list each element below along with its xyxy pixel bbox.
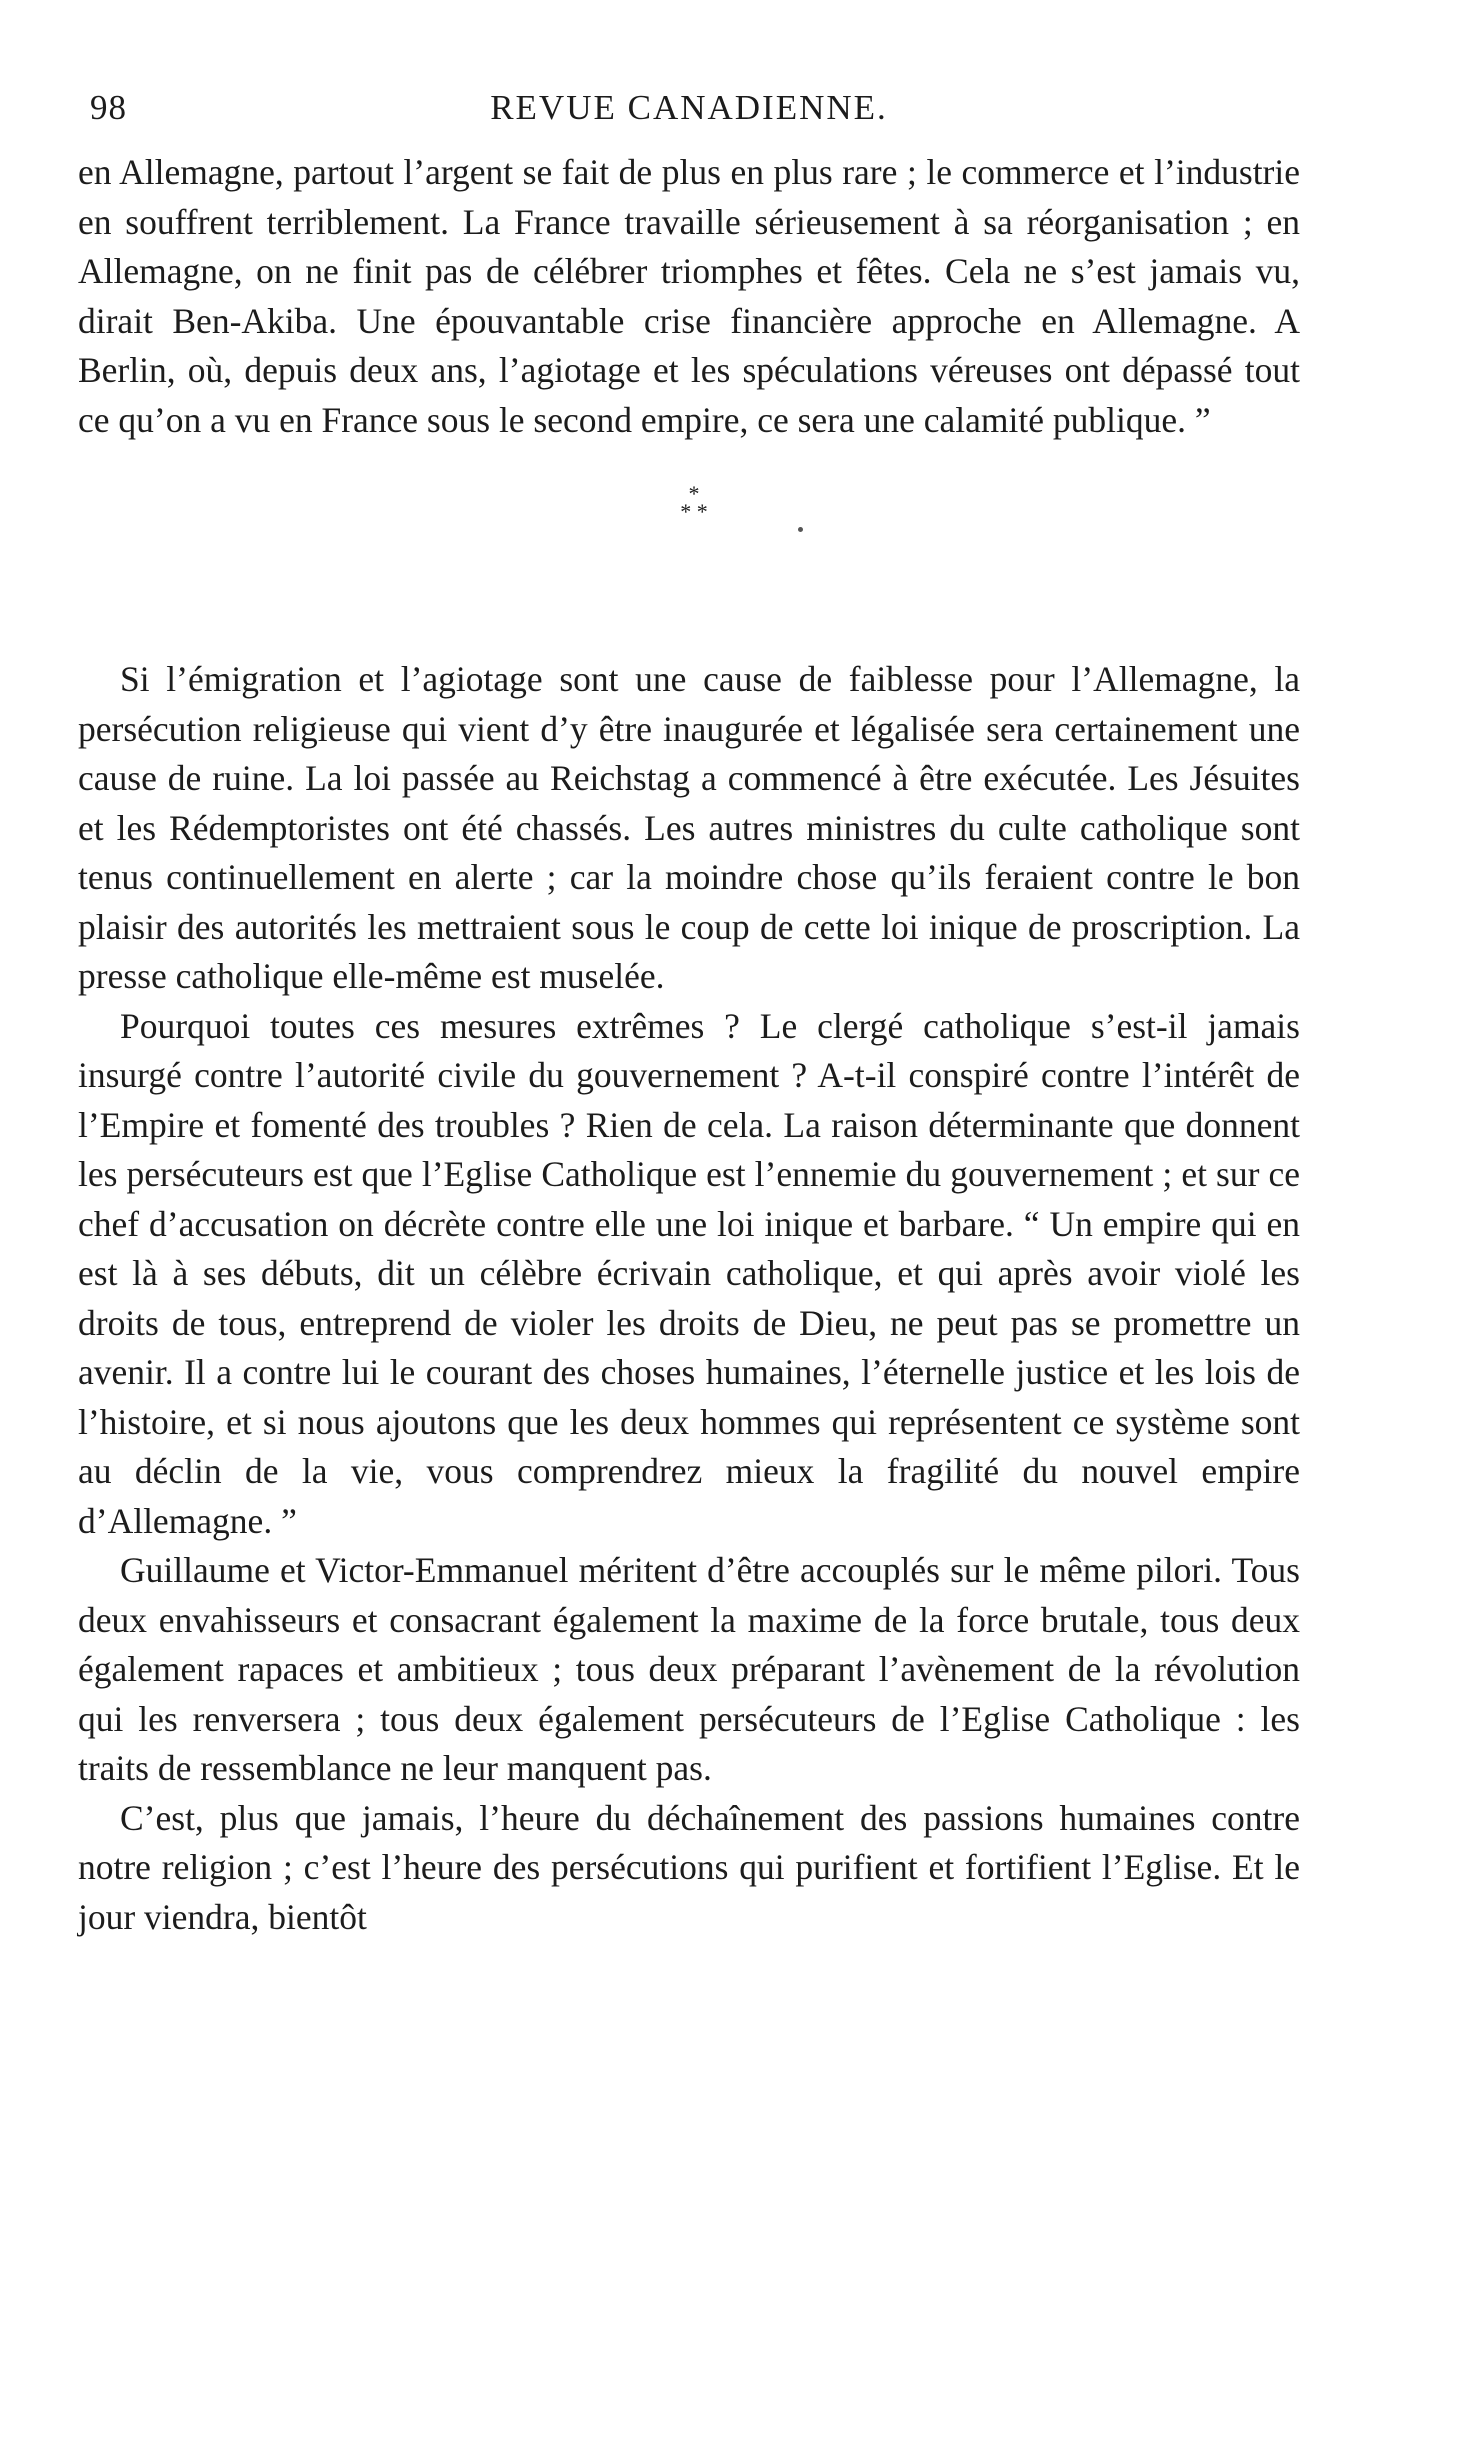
- body-text: [78, 148, 1300, 1942]
- asterism-top: *: [688, 481, 700, 506]
- paragraph-2: Si l’émigration et l’agiotage sont une cause de faiblesse pour l’Allemagne, la persécution religieuse qui vient d’y être inaugurée et légalisée sera certainement une cause de ruine. La loi passée au Reichstag a commencé à être exécutée. Les Jésuites et les Rédemptoristes ont été chassés. Les autres ministres du culte catholique sont tenus continuellement en alerte ; car la moindre chose qu’ils feraient contre le bon plaisir des autorités les mettraient sous le coup de cette loi inique de proscription. La presse catholique elle-même est muselée.: [78, 659, 1300, 996]
- page-number: 98: [90, 88, 127, 127]
- running-title: REVUE CANADIENNE.: [490, 88, 888, 127]
- asterism: [664, 481, 724, 524]
- running-head: [78, 88, 1300, 148]
- ink-speck: [798, 527, 803, 532]
- paragraph-3: Pourquoi toutes ces mesures extrêmes ? Le clergé catholique s’est-il jamais insurgé contre l’autorité civile du gouvernement ? A-t-il conspiré contre l’intérêt de l’Empire et fomenté des troubles ? Rien de cela. La raison déterminante que donnent les persécuteurs est que l’Eglise Catholique est l’ennemie du gouvernement ; et sur ce chef d’accusation on décrète contre elle une loi inique et barbare. “ Un empire qui en est là à ses débuts, dit un célèbre écrivain catholique, et qui après avoir violé les droits de tous, entreprend de violer les droits de Dieu, ne peut pas se promettre un avenir. Il a contre lui le courant des choses humaines, l’éternelle justice et les lois de l’histoire, et si nous ajoutons que les deux hommes qui représentent ce système sont au déclin de la vie, vous comprendrez mieux la fragilité du nouvel empire d’Allemagne. ”: [78, 1005, 1300, 1541]
- asterism-bottom: * *: [680, 499, 708, 524]
- book-page: [78, 88, 1300, 1942]
- paragraph-1: en Allemagne, partout l’argent se fait de plus en plus rare ; le commerce et l’industrie en souffrent terriblement. La France travaille sérieusement à sa réorganisation ; en Allemagne, on ne finit pas de célébrer triomphes et fêtes. Cela ne s’est jamais vu, dirait Ben-Akiba. Une épouvantable crise financière approche en Allemagne. A Berlin, où, depuis deux ans, l’agiotage et les spéculations véreuses ont dépassé tout ce qu’on a vu en France sous le second empire, ce sera une calamité publique. ”: [78, 152, 1300, 440]
- paragraph-5: C’est, plus que jamais, l’heure du déchaînement des passions humaines contre notre religion ; c’est l’heure des persécutions qui purifient et fortifient l’Eglise. Et le jour viendra, bientôt: [78, 1797, 1300, 1937]
- section-break: [78, 445, 1300, 655]
- paragraph-4: Guillaume et Victor-Emmanuel méritent d’être accouplés sur le même pilori. Tous deux envahisseurs et consacrant également la maxime de la force brutale, tous deux également rapaces et ambitieux ; tous deux préparant l’avènement de la révolution qui les renversera ; tous deux également persécuteurs de l’Eglise Catholique : les traits de ressemblance ne leur manquent pas.: [78, 1550, 1300, 1788]
